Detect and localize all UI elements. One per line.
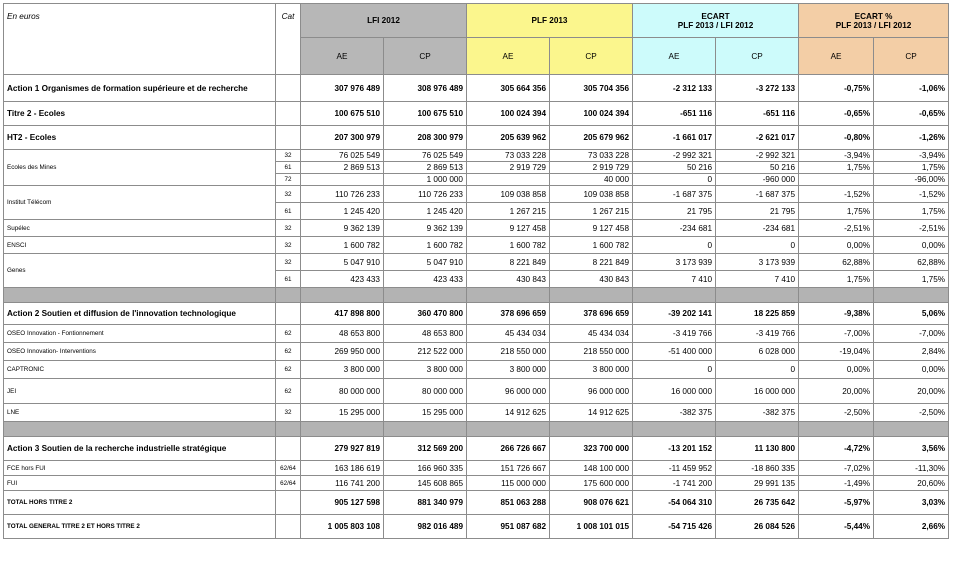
row-cat: 61 — [276, 162, 301, 174]
row-label: CAPTRONIC — [4, 361, 276, 379]
row-value: -651 116 — [716, 102, 799, 126]
row-value: 16 000 000 — [716, 379, 799, 404]
row-value: -39 202 141 — [633, 303, 716, 325]
separator-cell — [467, 422, 550, 437]
row-cat: 62/64 — [276, 461, 301, 476]
row-label: OSEO Innovation - Fontionnement — [4, 325, 276, 343]
row-cat: 32 — [276, 150, 301, 162]
row-value: 1 600 782 — [550, 237, 633, 254]
row-cat: 62 — [276, 325, 301, 343]
row-value — [301, 174, 384, 186]
row-value: 20,00% — [799, 379, 874, 404]
row-value: 360 470 800 — [384, 303, 467, 325]
row-value: 1 000 000 — [384, 174, 467, 186]
row-value: 5,06% — [874, 303, 949, 325]
group-ecart-pct — [799, 4, 949, 38]
row-value: -0,75% — [799, 75, 874, 102]
row-value: 45 434 034 — [550, 325, 633, 343]
row-value: -234 681 — [633, 220, 716, 237]
row-value: 3 173 939 — [716, 254, 799, 271]
row-value: 16 000 000 — [633, 379, 716, 404]
row-value: -0,65% — [799, 102, 874, 126]
row-value: 0 — [633, 361, 716, 379]
separator-cell — [633, 422, 716, 437]
row-value: 3,03% — [874, 491, 949, 515]
row-cat — [276, 102, 301, 126]
units-label: En euros — [4, 4, 276, 75]
row-value: 5 047 910 — [384, 254, 467, 271]
sub-header-ae: AE — [467, 38, 550, 75]
row-value: 218 550 000 — [550, 343, 633, 361]
row-value: -7,00% — [874, 325, 949, 343]
row-value: -2 992 321 — [633, 150, 716, 162]
row-value: 0,00% — [799, 237, 874, 254]
row-value — [799, 174, 874, 186]
group-ecart-line2: PLF 2013 / LFI 2012 — [677, 20, 754, 30]
row-value: -0,65% — [874, 102, 949, 126]
row-value: 417 898 800 — [301, 303, 384, 325]
row-value: 2 869 513 — [384, 162, 467, 174]
row-value: 951 087 682 — [467, 515, 550, 539]
row-cat: 72 — [276, 174, 301, 186]
row-cat: 32 — [276, 404, 301, 422]
row-value: -2 992 321 — [716, 150, 799, 162]
group-plf-2013: PLF 2013 — [467, 4, 633, 38]
separator-cell — [874, 422, 949, 437]
table-row — [4, 303, 949, 325]
row-value: -7,00% — [799, 325, 874, 343]
row-cat: 62 — [276, 343, 301, 361]
row-value: 1,75% — [874, 203, 949, 220]
row-value: 62,88% — [799, 254, 874, 271]
row-value: 1 600 782 — [467, 237, 550, 254]
row-value: 3 800 000 — [550, 361, 633, 379]
row-value: 308 976 489 — [384, 75, 467, 102]
row-value — [467, 174, 550, 186]
separator-row — [4, 422, 949, 437]
table-row — [4, 437, 949, 461]
row-cat — [276, 303, 301, 325]
row-value: -1 661 017 — [633, 126, 716, 150]
separator-cell — [4, 422, 276, 437]
row-value: -9,38% — [799, 303, 874, 325]
table-row — [4, 404, 949, 422]
row-value: -2,51% — [799, 220, 874, 237]
row-value: 3 173 939 — [633, 254, 716, 271]
row-value: 20,00% — [874, 379, 949, 404]
row-value: 1 245 420 — [301, 203, 384, 220]
row-cat — [276, 491, 301, 515]
row-cat — [276, 75, 301, 102]
row-value: -96,00% — [874, 174, 949, 186]
row-value: 323 700 000 — [550, 437, 633, 461]
table-row — [4, 237, 949, 254]
row-value: 9 127 458 — [467, 220, 550, 237]
separator-cell — [301, 422, 384, 437]
row-value: 905 127 598 — [301, 491, 384, 515]
row-cat: 61 — [276, 271, 301, 288]
row-value: 15 295 000 — [301, 404, 384, 422]
row-value: -1,06% — [874, 75, 949, 102]
row-value: -5,44% — [799, 515, 874, 539]
row-label: Action 2 Soutien et diffusion de l'innovation technologique — [4, 303, 276, 325]
row-value: 1,75% — [799, 203, 874, 220]
table-row — [4, 102, 949, 126]
group-ecart-pct-line1: ECART % — [854, 11, 893, 21]
row-value: 50 216 — [716, 162, 799, 174]
row-value: 48 653 800 — [301, 325, 384, 343]
row-value: 269 950 000 — [301, 343, 384, 361]
row-value: 80 000 000 — [301, 379, 384, 404]
row-value: -4,72% — [799, 437, 874, 461]
row-value: 8 221 849 — [467, 254, 550, 271]
separator-cell — [384, 422, 467, 437]
row-value: 378 696 659 — [550, 303, 633, 325]
row-label: JEI — [4, 379, 276, 404]
row-value: 307 976 489 — [301, 75, 384, 102]
row-value: 1,75% — [874, 162, 949, 174]
row-value: -1,26% — [874, 126, 949, 150]
separator-cell — [4, 288, 276, 303]
row-value: 9 362 139 — [301, 220, 384, 237]
row-label: Supélec — [4, 220, 276, 237]
table-row — [4, 186, 949, 203]
row-value: 96 000 000 — [550, 379, 633, 404]
row-value: 1,75% — [799, 271, 874, 288]
separator-cell — [799, 288, 874, 303]
row-label: ENSCI — [4, 237, 276, 254]
separator-row — [4, 288, 949, 303]
sub-header-cp: CP — [550, 38, 633, 75]
row-value: 26 735 642 — [716, 491, 799, 515]
row-value: 1 267 215 — [467, 203, 550, 220]
row-value: -1 687 375 — [716, 186, 799, 203]
separator-cell — [550, 422, 633, 437]
sub-header-cp: CP — [716, 38, 799, 75]
row-value: -3 419 766 — [716, 325, 799, 343]
row-value: 175 600 000 — [550, 476, 633, 491]
group-ecart-pct-line2: PLF 2013 / LFI 2012 — [835, 20, 912, 30]
row-value: 3 800 000 — [467, 361, 550, 379]
row-value: 212 522 000 — [384, 343, 467, 361]
row-value: 9 127 458 — [550, 220, 633, 237]
row-value: 908 076 621 — [550, 491, 633, 515]
row-value: -1,52% — [874, 186, 949, 203]
row-value: -2 312 133 — [633, 75, 716, 102]
row-cat — [276, 515, 301, 539]
row-value: 116 741 200 — [301, 476, 384, 491]
row-value: 0,00% — [874, 237, 949, 254]
row-value: -19,04% — [799, 343, 874, 361]
row-value: 881 340 979 — [384, 491, 467, 515]
row-value: 0 — [633, 237, 716, 254]
row-value: 50 216 — [633, 162, 716, 174]
group-lfi-2012: LFI 2012 — [301, 4, 467, 38]
row-cat — [276, 126, 301, 150]
row-value: -0,80% — [799, 126, 874, 150]
row-value: 305 704 356 — [550, 75, 633, 102]
separator-cell — [384, 288, 467, 303]
row-value: 40 000 — [550, 174, 633, 186]
row-value: -3,94% — [874, 150, 949, 162]
row-label: Ecoles des Mines — [4, 150, 276, 186]
row-value: 62,88% — [874, 254, 949, 271]
table-row — [4, 515, 949, 539]
table-row — [4, 491, 949, 515]
row-value: 100 024 394 — [550, 102, 633, 126]
row-value: 14 912 625 — [467, 404, 550, 422]
row-value: 3 800 000 — [384, 361, 467, 379]
row-value: -7,02% — [799, 461, 874, 476]
row-label: HT2 - Ecoles — [4, 126, 276, 150]
row-value: 1 008 101 015 — [550, 515, 633, 539]
row-value: 2 919 729 — [550, 162, 633, 174]
group-ecart-line1: ECART — [701, 11, 730, 21]
row-value: 7 410 — [633, 271, 716, 288]
row-value: 26 084 526 — [716, 515, 799, 539]
row-value: 1 267 215 — [550, 203, 633, 220]
sub-header-cp: CP — [384, 38, 467, 75]
header-group-row — [4, 4, 949, 38]
row-value: -2,50% — [874, 404, 949, 422]
separator-cell — [716, 288, 799, 303]
row-value: 305 664 356 — [467, 75, 550, 102]
row-value: -234 681 — [716, 220, 799, 237]
row-value: 5 047 910 — [301, 254, 384, 271]
row-value: 0 — [716, 361, 799, 379]
row-value: 76 025 549 — [301, 150, 384, 162]
separator-cell — [467, 288, 550, 303]
row-value: 96 000 000 — [467, 379, 550, 404]
row-value: -2 621 017 — [716, 126, 799, 150]
row-value: 163 186 619 — [301, 461, 384, 476]
row-value: 430 843 — [467, 271, 550, 288]
row-value: -18 860 335 — [716, 461, 799, 476]
row-value: 1 600 782 — [384, 237, 467, 254]
row-value: 110 726 233 — [301, 186, 384, 203]
separator-cell — [276, 288, 301, 303]
row-value: -51 400 000 — [633, 343, 716, 361]
row-value: -382 375 — [633, 404, 716, 422]
row-value: 166 960 335 — [384, 461, 467, 476]
row-value: 109 038 858 — [550, 186, 633, 203]
separator-cell — [633, 288, 716, 303]
row-value: 2 869 513 — [301, 162, 384, 174]
table-row — [4, 150, 949, 162]
row-value: 100 675 510 — [384, 102, 467, 126]
row-cat — [276, 437, 301, 461]
row-value: 0,00% — [799, 361, 874, 379]
row-value: -5,97% — [799, 491, 874, 515]
separator-cell — [716, 422, 799, 437]
row-value: 430 843 — [550, 271, 633, 288]
row-label: Institut Télécom — [4, 186, 276, 220]
row-value: 18 225 859 — [716, 303, 799, 325]
separator-cell — [799, 422, 874, 437]
row-value: 45 434 034 — [467, 325, 550, 343]
row-value: 0,00% — [874, 361, 949, 379]
row-value: 1,75% — [874, 271, 949, 288]
row-value: -1 741 200 — [633, 476, 716, 491]
row-value: 2,84% — [874, 343, 949, 361]
row-value: 266 726 667 — [467, 437, 550, 461]
row-value: -1,52% — [799, 186, 874, 203]
row-value: 218 550 000 — [467, 343, 550, 361]
row-value: 109 038 858 — [467, 186, 550, 203]
table-row — [4, 476, 949, 491]
row-value: 312 569 200 — [384, 437, 467, 461]
cat-header: Cat — [276, 4, 301, 75]
row-value: 20,60% — [874, 476, 949, 491]
row-value: 423 433 — [384, 271, 467, 288]
row-value: -1,49% — [799, 476, 874, 491]
row-value: 76 025 549 — [384, 150, 467, 162]
row-value: 3,56% — [874, 437, 949, 461]
row-label: FCE hors FUI — [4, 461, 276, 476]
row-value: 1,75% — [799, 162, 874, 174]
row-value: 378 696 659 — [467, 303, 550, 325]
row-value: -2,50% — [799, 404, 874, 422]
row-cat: 62 — [276, 361, 301, 379]
row-value: 1 005 803 108 — [301, 515, 384, 539]
row-value: 29 991 135 — [716, 476, 799, 491]
row-value: 11 130 800 — [716, 437, 799, 461]
row-value: 982 016 489 — [384, 515, 467, 539]
row-value: -3 419 766 — [633, 325, 716, 343]
row-value: 423 433 — [301, 271, 384, 288]
separator-cell — [301, 288, 384, 303]
table-row — [4, 379, 949, 404]
row-value: 2,66% — [874, 515, 949, 539]
separator-cell — [550, 288, 633, 303]
row-label: TOTAL GENERAL TITRE 2 ET HORS TITRE 2 — [4, 515, 276, 539]
row-value: 3 800 000 — [301, 361, 384, 379]
row-cat: 32 — [276, 220, 301, 237]
row-value: 0 — [716, 237, 799, 254]
row-value: 8 221 849 — [550, 254, 633, 271]
row-value: 205 679 962 — [550, 126, 633, 150]
row-value: 145 608 865 — [384, 476, 467, 491]
row-value: 48 653 800 — [384, 325, 467, 343]
row-value: 100 024 394 — [467, 102, 550, 126]
row-cat: 32 — [276, 186, 301, 203]
table-row — [4, 361, 949, 379]
row-value: -960 000 — [716, 174, 799, 186]
row-label: OSEO Innovation- Interventions — [4, 343, 276, 361]
row-value: -2,51% — [874, 220, 949, 237]
group-ecart — [633, 4, 799, 38]
row-value: 73 033 228 — [550, 150, 633, 162]
table-row — [4, 343, 949, 361]
row-cat: 61 — [276, 203, 301, 220]
row-value: -3 272 133 — [716, 75, 799, 102]
row-value: 115 000 000 — [467, 476, 550, 491]
row-value: -54 715 426 — [633, 515, 716, 539]
row-value: 15 295 000 — [384, 404, 467, 422]
row-value: 6 028 000 — [716, 343, 799, 361]
separator-cell — [874, 288, 949, 303]
row-value: 851 063 288 — [467, 491, 550, 515]
sub-header-ae: AE — [799, 38, 874, 75]
row-cat: 32 — [276, 254, 301, 271]
sub-header-ae: AE — [301, 38, 384, 75]
row-value: 207 300 979 — [301, 126, 384, 150]
row-label: TOTAL HORS TITRE 2 — [4, 491, 276, 515]
row-value: 1 245 420 — [384, 203, 467, 220]
row-value: 21 795 — [716, 203, 799, 220]
row-value: 80 000 000 — [384, 379, 467, 404]
row-value: 9 362 139 — [384, 220, 467, 237]
row-value: 148 100 000 — [550, 461, 633, 476]
row-label: Genes — [4, 254, 276, 288]
table-row — [4, 220, 949, 237]
row-value: -382 375 — [716, 404, 799, 422]
table-row — [4, 75, 949, 102]
sub-header-cp: CP — [874, 38, 949, 75]
row-value: -11 459 952 — [633, 461, 716, 476]
row-value: 279 927 819 — [301, 437, 384, 461]
budget-table — [3, 3, 949, 539]
row-value: -3,94% — [799, 150, 874, 162]
row-label: Titre 2 - Ecoles — [4, 102, 276, 126]
row-value: 208 300 979 — [384, 126, 467, 150]
row-value: 151 726 667 — [467, 461, 550, 476]
row-value: 110 726 233 — [384, 186, 467, 203]
row-value: 100 675 510 — [301, 102, 384, 126]
table-row — [4, 126, 949, 150]
row-value: 21 795 — [633, 203, 716, 220]
row-value: -13 201 152 — [633, 437, 716, 461]
sub-header-ae: AE — [633, 38, 716, 75]
row-value: 7 410 — [716, 271, 799, 288]
table-row — [4, 461, 949, 476]
separator-cell — [276, 422, 301, 437]
row-value: -651 116 — [633, 102, 716, 126]
table-row — [4, 325, 949, 343]
row-value: 205 639 962 — [467, 126, 550, 150]
table-row — [4, 254, 949, 271]
row-cat: 32 — [276, 237, 301, 254]
row-value: 73 033 228 — [467, 150, 550, 162]
row-label: FUI — [4, 476, 276, 491]
row-value: -1 687 375 — [633, 186, 716, 203]
row-value: 0 — [633, 174, 716, 186]
row-value: -54 064 310 — [633, 491, 716, 515]
row-label: Action 1 Organismes de formation supérieure et de recherche — [4, 75, 276, 102]
row-value: 2 919 729 — [467, 162, 550, 174]
row-value: -11,30% — [874, 461, 949, 476]
row-cat: 62/64 — [276, 476, 301, 491]
row-cat: 62 — [276, 379, 301, 404]
row-label: LNE — [4, 404, 276, 422]
row-value: 1 600 782 — [301, 237, 384, 254]
row-value: 14 912 625 — [550, 404, 633, 422]
row-label: Action 3 Soutien de la recherche industrielle stratégique — [4, 437, 276, 461]
